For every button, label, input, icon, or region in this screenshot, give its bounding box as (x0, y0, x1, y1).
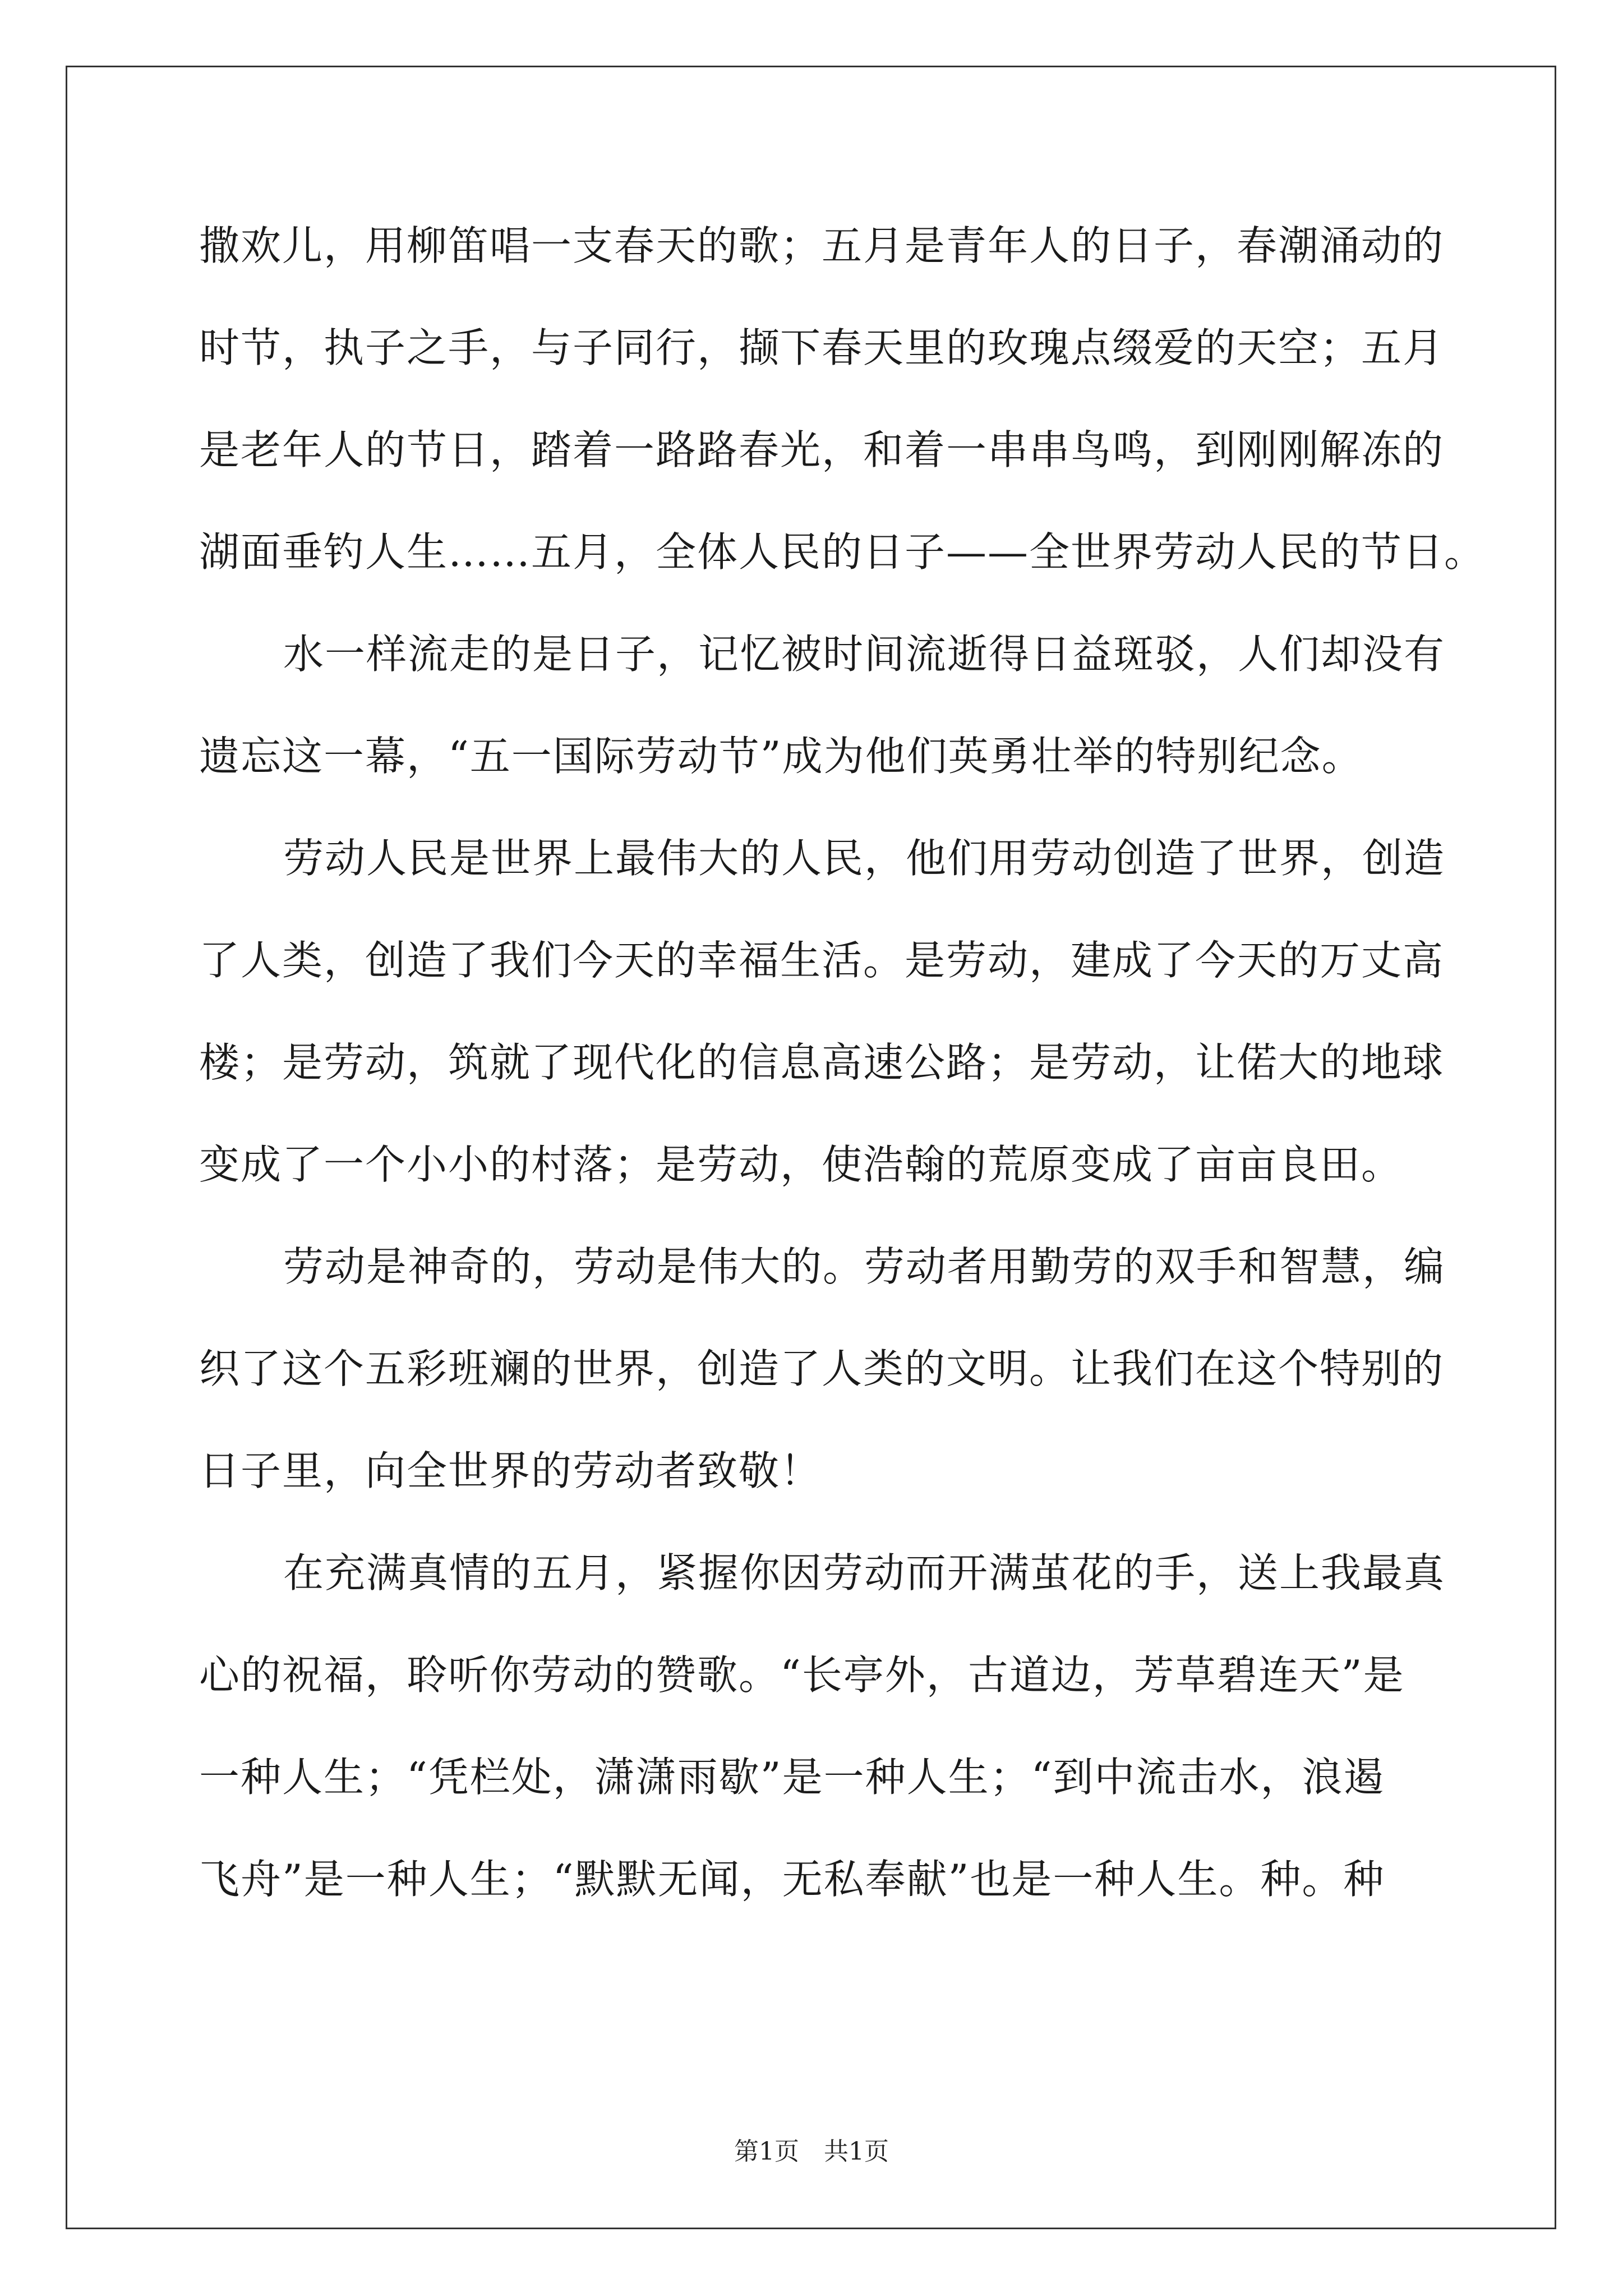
text-line: 变成了一个小小的村落；是劳动，使浩翰的荒原变成了亩亩良田。 (199, 1141, 1403, 1188)
paragraph-first-line: 劳动是神奇的，劳动是伟大的。劳动者用勤劳的双手和智慧，编 (283, 1243, 1446, 1290)
text-line: 织了这个五彩班斓的世界，创造了人类的文明。让我们在这个特别的 (199, 1345, 1445, 1392)
paragraph-first-line: 水一样流走的是日子，记忆被时间流逝得日益斑驳，人们却没有 (283, 631, 1446, 678)
paragraph-first-line: 劳动人民是世界上最伟大的人民，他们用劳动创造了世界，创造 (283, 835, 1446, 882)
text-line: 了人类，创造了我们今天的幸福生活。是劳动，建成了今天的万丈高 (199, 937, 1445, 984)
text-line: 日子里，向全世界的劳动者致敬！ (199, 1447, 822, 1494)
text-line: 遗忘这一幕，“五一国际劳动节”成为他们英勇壮举的特别纪念。 (199, 733, 1363, 780)
text-line: 时节，执子之手，与子同行，撷下春天里的玫瑰点缀爱的天空；五月 (199, 324, 1445, 371)
page-number: 第1页 共1页 (734, 2137, 889, 2166)
text-line: 一种人生；“凭栏处，潇潇雨歇”是一种人生；“到中流击水，浪遏 (199, 1754, 1385, 1801)
text-line: 撒欢儿，用柳笛唱一支春天的歌；五月是青年人的日子，春潮涌动的 (199, 222, 1445, 269)
text-line: 楼；是劳动，筑就了现代化的信息高速公路；是劳动，让偌大的地球 (199, 1039, 1445, 1086)
text-line: 飞舟”是一种人生；“默默无闻，无私奉献”也是一种人生。种。种 (199, 1856, 1385, 1903)
paragraph-first-line: 在充满真情的五月，紧握你因劳动而开满茧花的手，送上我最真 (283, 1549, 1446, 1596)
text-line: 心的祝福，聆听你劳动的赞歌。“长亭外，古道边，芳草碧连天”是 (199, 1651, 1405, 1699)
text-line: 是老年人的节日，踏着一路路春光，和着一串串鸟鸣，到刚刚解冻的 (199, 426, 1445, 473)
text-line: 湖面垂钓人生……五月，全体人民的日子——全世界劳动人民的节日。 (199, 528, 1486, 576)
